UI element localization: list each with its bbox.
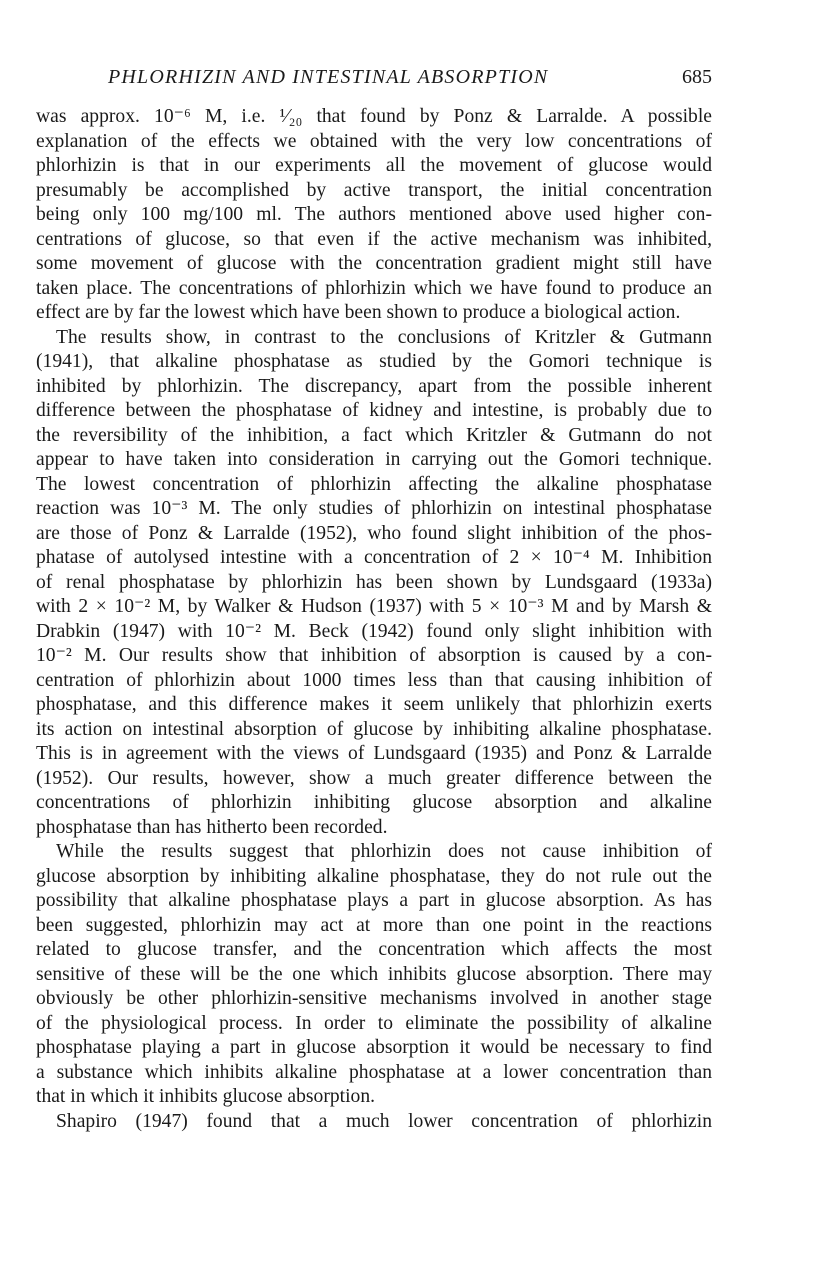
text-line: of the physiological process. In order to eliminate the possibility of alkaline (36, 1012, 712, 1034)
text-line: inhibited by phlorhizin. The discrepancy, apart from the possible inherent (36, 375, 712, 397)
text-line: concentrations of phlorhizin inhibiting glucose absorption and alkaline (36, 792, 712, 813)
running-title: PHLORHIZIN AND INTESTINAL ABSORPTION (108, 66, 549, 88)
text-line: was approx. 10⁻⁶ M, i.e. ¹⁄₂₀ that found by Ponz & Larralde. A possible (36, 106, 712, 127)
text-line: taken place. The concentrations of phlorhizin which we have found to produce an (36, 277, 712, 299)
text-line: appear to have taken into consideration in carrying out the Gomori technique. (36, 449, 712, 470)
text-line: phlorhizin is that in our experiments all the movement of glucose would (36, 155, 712, 176)
text-line: While the results suggest that phlorhizin does not cause inhibition of (56, 841, 712, 862)
text-line: reaction was 10⁻³ M. The only studies of phlorhizin on intestinal phosphatase (36, 498, 712, 519)
text-line: presumably be accomplished by active transport, the initial concentration (36, 179, 712, 201)
text-line: (1941), that alkaline phosphatase as studied by the Gomori technique is (36, 351, 712, 372)
paragraph (36, 840, 712, 1110)
text-line: Drabkin (1947) with 10⁻² M. Beck (1942) found only slight inhibition with (36, 620, 712, 642)
text-line: The lowest concentration of phlorhizin affecting the alkaline phosphatase (36, 473, 712, 495)
text-line: The results show, in contrast to the conclusions of Kritzler & Gutmann (56, 326, 712, 348)
text-line: its action on intestinal absorption of glucose by inhibiting alkaline phosphatase. (36, 718, 712, 740)
text-line: This is in agreement with the views of Lundsgaard (1935) and Ponz & Larralde (36, 743, 712, 764)
text-line: possibility that alkaline phosphatase plays a part in glucose absorption. As has (36, 890, 712, 911)
text-line: some movement of glucose with the concentration gradient might still have (36, 253, 712, 274)
text-line: explanation of the effects we obtained with the very low concentrations of (36, 130, 712, 152)
text-line: obviously be other phlorhizin-sensitive mechanisms involved in another stage (36, 988, 712, 1009)
text-line: Shapiro (1947) found that a much lower concentration of phlorhizin (56, 1110, 712, 1132)
text-line: related to glucose transfer, and the concentration which affects the most (36, 939, 712, 960)
text-line: phosphatase than has hitherto been recorded. (36, 816, 388, 838)
text-line: the reversibility of the inhibition, a fact which Kritzler & Gutmann do not (36, 424, 712, 446)
text-line: are those of Ponz & Larralde (1952), who found slight inhibition of the phos- (36, 522, 712, 544)
body-text (36, 105, 712, 1134)
running-header (36, 66, 712, 92)
text-line: sensitive of these will be the one which inhibits glucose absorption. There may (36, 963, 712, 985)
paragraph (36, 105, 712, 326)
text-line: being only 100 mg/100 ml. The authors mentioned above used higher con- (36, 204, 712, 225)
paragraph (36, 1110, 712, 1135)
text-line: centrations of glucose, so that even if the active mechanism was inhibited, (36, 228, 712, 250)
text-line: centration of phlorhizin about 1000 times less than that causing inhibition of (36, 669, 712, 691)
text-line: been suggested, phlorhizin may act at more than one point in the reactions (36, 914, 712, 936)
text-line: difference between the phosphatase of kidney and intestine, is probably due to (36, 400, 712, 421)
text-line: a substance which inhibits alkaline phosphatase at a lower concentration than (36, 1061, 712, 1083)
text-line: (1952). Our results, however, show a much greater difference between the (36, 767, 712, 789)
paragraph (36, 326, 712, 841)
text-line: 10⁻² M. Our results show that inhibition of absorption is caused by a con- (36, 645, 712, 666)
text-line: that in which it inhibits glucose absorption. (36, 1086, 376, 1107)
text-line: phatase of autolysed intestine with a concentration of 2 × 10⁻⁴ M. Inhibition (36, 547, 712, 568)
page-number: 685 (682, 66, 712, 88)
text-line: with 2 × 10⁻² M, by Walker & Hudson (1937) with 5 × 10⁻³ M and by Marsh & (36, 596, 712, 617)
text-line: phosphatase, and this difference makes it seem unlikely that phlorhizin exerts (36, 694, 712, 715)
text-line: effect are by far the lowest which have been shown to produce a biological action. (36, 302, 681, 323)
text-line: phosphatase playing a part in glucose absorption it would be necessary to find (36, 1037, 712, 1058)
text-line: glucose absorption by inhibiting alkaline phosphatase, they do not rule out the (36, 865, 712, 887)
text-line: of renal phosphatase by phlorhizin has been shown by Lundsgaard (1933a) (36, 571, 712, 593)
